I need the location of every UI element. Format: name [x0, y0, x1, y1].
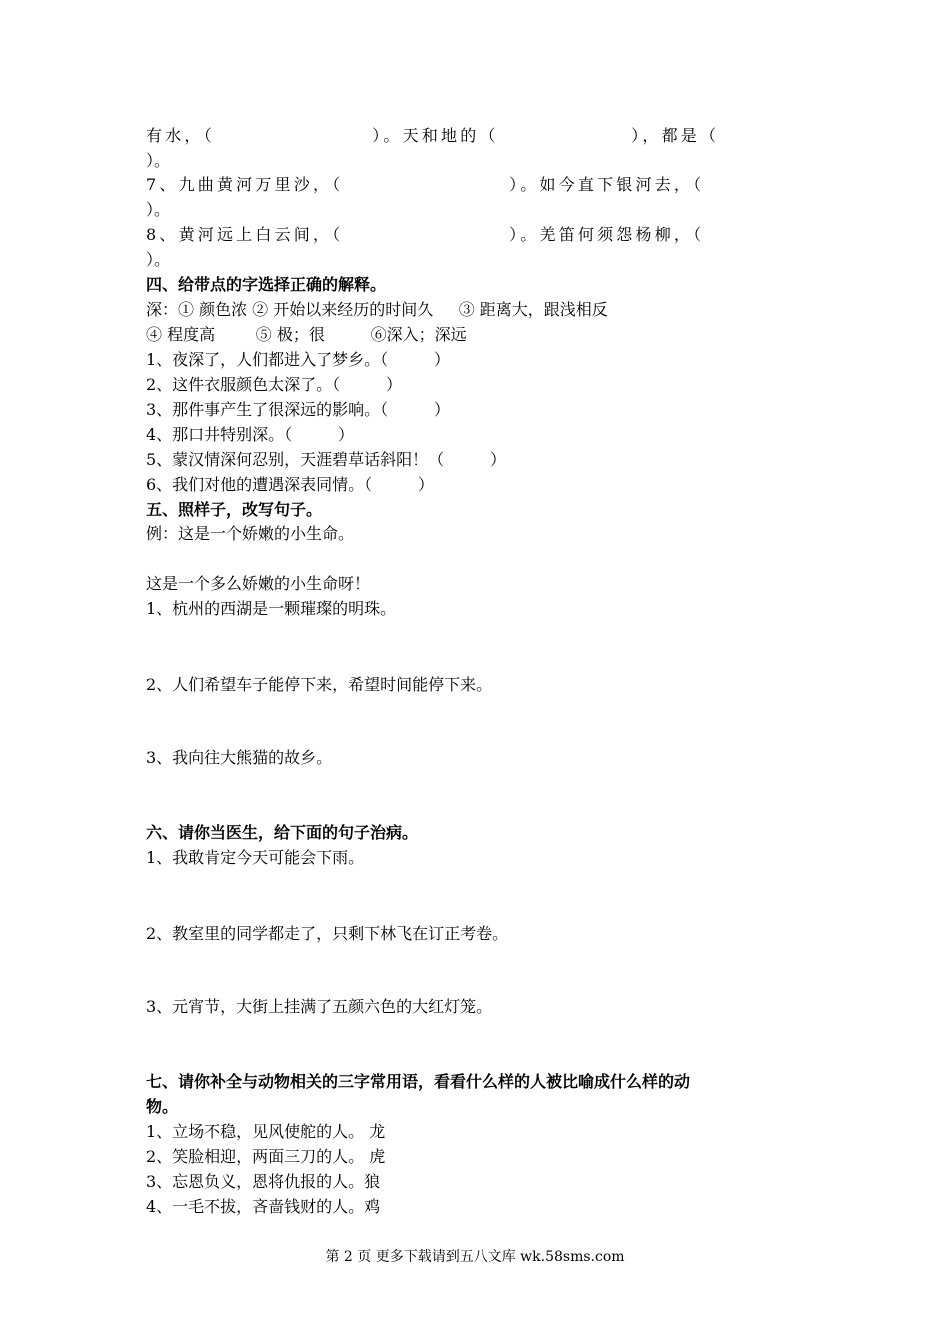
question-4-2: 2、这件衣服颜色太深了。（ ） — [146, 375, 402, 394]
question-4-5: 5、蒙汉情深何忍别，天涯碧草话斜阳！（ ） — [146, 450, 506, 469]
section-4-title: 四、给带点的字选择正确的解释。 — [146, 275, 387, 294]
poem-line-7a: 7、九曲黄河万里沙，（ ）。如今直下银河去，（ — [146, 175, 705, 194]
question-5-3: 3、我向往大熊猫的故乡。 — [146, 748, 333, 767]
question-6-3: 3、元宵节，大街上挂满了五颜六色的大红灯笼。 — [146, 997, 493, 1016]
question-6-1: 1、我敢肯定今天可能会下雨。 — [146, 848, 365, 867]
poem-line-6a: 有水，（ ）。天和地的（ ），都是（ — [146, 126, 720, 145]
section-7-title-line-1: 七、请你补全与动物相关的三字常用语，看看什么样的人被比喻成什么样的动 — [146, 1072, 691, 1091]
definition-line-2: ④ 程度高 ⑤ 极；很 ⑥深入；深远 — [146, 325, 467, 344]
question-4-4: 4、那口井特别深。（ ） — [146, 425, 354, 444]
question-7-4: 4、一毛不拔，吝啬钱财的人。鸡 — [146, 1197, 381, 1216]
definition-line-1: 深：① 颜色浓 ② 开始以来经历的时间久 ③ 距离大，跟浅相反 — [146, 300, 608, 319]
question-4-1: 1、夜深了，人们都进入了梦乡。（ ） — [146, 350, 450, 369]
poem-line-7b: ）。 — [146, 200, 171, 219]
section-7-title-line-2: 物。 — [146, 1097, 179, 1116]
question-7-3: 3、忘恩负义，恩将仇报的人。狼 — [146, 1172, 381, 1191]
question-5-1: 1、杭州的西湖是一颗璀璨的明珠。 — [146, 599, 397, 618]
question-5-2: 2、人们希望车子能停下来，希望时间能停下来。 — [146, 675, 493, 694]
question-7-1: 1、立场不稳，见风使舵的人。 龙 — [146, 1122, 386, 1141]
question-7-2: 2、笑脸相迎，两面三刀的人。 虎 — [146, 1147, 386, 1166]
page-footer: 第 2 页 更多下载请到五八文库 wk.58sms.com — [325, 1249, 625, 1265]
poem-line-8b: ）。 — [146, 250, 171, 269]
example-line-1: 例：这是一个娇嫩的小生命。 — [146, 524, 355, 543]
section-6-title: 六、请你当医生，给下面的句子治病。 — [146, 823, 419, 842]
poem-line-8a: 8、黄河远上白云间，（ ）。羌笛何须怨杨柳，（ — [146, 225, 705, 244]
example-line-2: 这是一个多么娇嫩的小生命呀！ — [146, 574, 371, 593]
poem-line-6b: ）。 — [146, 151, 171, 170]
question-4-3: 3、那件事产生了很深远的影响。（ ） — [146, 400, 450, 419]
question-4-6: 6、我们对他的遭遇深表同情。（ ） — [146, 475, 434, 494]
section-5-title: 五、照样子，改写句子。 — [146, 500, 323, 519]
question-6-2: 2、教室里的同学都走了，只剩下林飞在订正考卷。 — [146, 924, 509, 943]
